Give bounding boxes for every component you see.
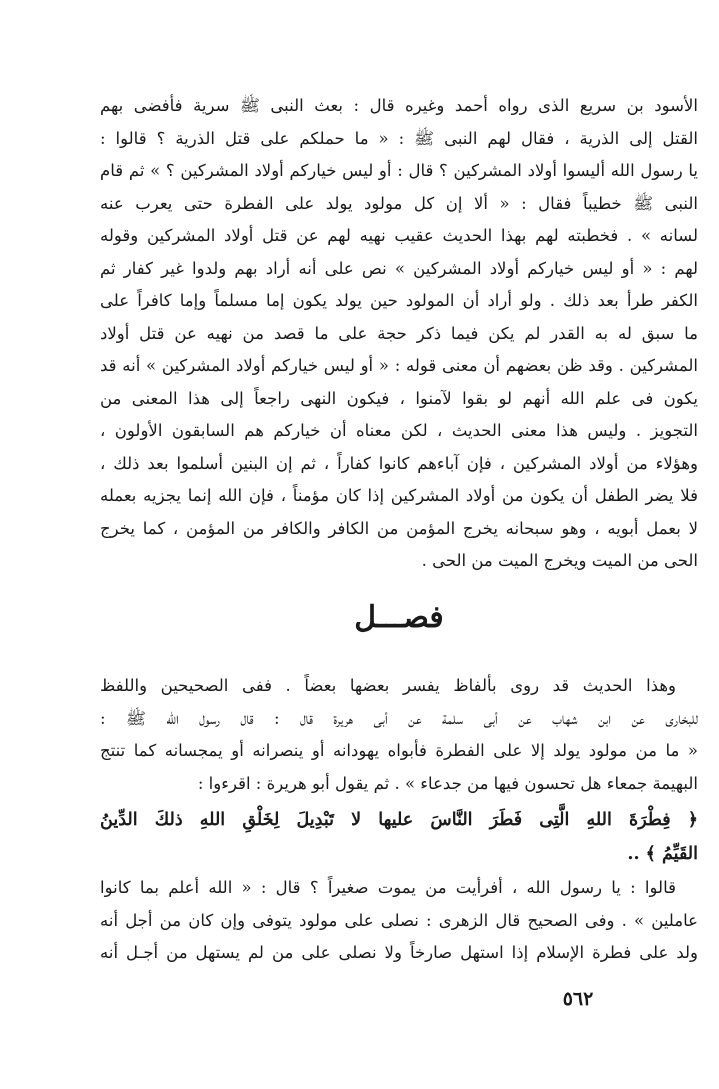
verse-line: ﴿ فِطْرَةَ اللهِ الَّتِى فَطَرَ النَّاسَ عليها لا تَبْدِيلَ لِخَلْقِ اللهِ ذلكَ الدِّينُ xyxy=(100,810,698,830)
text-line: الكفر طرأ بعد ذلك . ولو أراد أن المولود حين يولد يكون إما مسلماً وإما كافراً على xyxy=(100,291,698,310)
text-line: التجويز . وليس هذا معنى الحديث ، لكن معناه أن خياركم هم السابقون الأولون ، xyxy=(100,421,698,440)
text-line: النبى ﷺ خطيباً فقال : « ألا إن كل مولود يولد على الفطرة حتى يعرب عنه xyxy=(100,193,698,213)
text-line: يا رسول الله أليسوا أولاد المشركين ؟ قال : أو ليس خياركم أولاد المشركين ؟ » ثم قام xyxy=(100,161,698,180)
text-line: لهم : « أو ليس خياركم أولاد المشركين » نص على أنه أراد بهم ولدوا غير كفار ثم xyxy=(100,258,698,278)
text-line: للبخارى عن ابن شهاب عن أبى سلمة عن أبى هريرة قال : قال رسول الله ﷺ : xyxy=(100,708,698,728)
text-line: قالوا : يا رسول الله ، أفرأيت من يموت صغيراً ؟ قال : « الله أعلم بما كانوا xyxy=(100,878,676,897)
paragraph-1 xyxy=(100,90,698,578)
text-line: فلا يضر الطفل أن يكون من أولاد المشركين إذا كان مؤمناً ، فإن الله إنما يجزيه بعمله xyxy=(100,486,698,505)
text-line: لسانه » . فخطبته لهم بهذا الحديث عقيب نهيه لهم عن قتل أولاد المشركين وقوله xyxy=(100,226,698,245)
text-line: ما سبق له به القدر لم يكن فيما ذكر حجة على ما قصد من نهيه عن قتل أولاد xyxy=(100,323,698,343)
text-line: وهؤلاء من أولاد المشركين ، فإن آباءهم كانوا كفاراً ، ثم إن البنين أسلموا بعد ذلك ، xyxy=(100,453,698,473)
quran-verse xyxy=(100,803,698,871)
page-number: ٥٦٢ xyxy=(562,988,594,1010)
text-line: البهيمة جمعاء هل تحسون فيها من جدعاء » . ثم يقول أبو هريرة : اقرءوا : xyxy=(197,773,698,793)
text-line: لا بعمل أبويه ، وهو سبحانه يخرج المؤمن من الكافر والكافر من المؤمن ، كما يخرج xyxy=(100,518,698,538)
paragraph-2 xyxy=(100,670,698,800)
text-line: عاملين » . وفى الصحيح قال الزهرى : نصلى على مولود يتوفى وإن كان من أجل أنه xyxy=(100,910,698,930)
text-line: الأسود بن سريع الذى رواه أحمد وغيره قال : بعث النبى ﷺ سرية فأفضى بهم xyxy=(100,96,698,115)
text-line: يكون فى علم الله أنهم لو بقوا لآمنوا ، فيكون النهى راجعاً إلى هذا المعنى من xyxy=(100,388,698,408)
text-line: المشركين . وقد ظن بعضهم أن معنى قوله : « أو ليس خياركم أولاد المشركين » أنه قد xyxy=(100,356,698,375)
section-heading: فصـــل xyxy=(354,600,444,635)
paragraph-3 xyxy=(100,872,698,970)
text-line: « ما من مولود يولد إلا على الفطرة فأبواه يهودانه أو ينصرانه أو يمجسانه كما تنتج xyxy=(100,741,698,760)
text-line: القتل إلى الذرية ، فقال لهم النبى ﷺ : « ما حملكم على قتل الذرية ؟ قالوا : xyxy=(100,128,698,148)
text-line: ولد على فطرة الإسلام إذا استهل صارخاً ولا نصلى على من لم يستهل من أجـل أنه xyxy=(100,943,698,962)
text-line: الحى من الميت ويخرج الميت من الحى . xyxy=(421,551,698,570)
section-heading-wrap xyxy=(100,596,698,640)
text-line: وهذا الحديث قد روى بألفاظ يفسر بعضها بعضاً . ففى الصحيحين واللفظ xyxy=(100,676,677,695)
verse-line: القَيِّمُ ﴾ .. xyxy=(627,844,698,864)
